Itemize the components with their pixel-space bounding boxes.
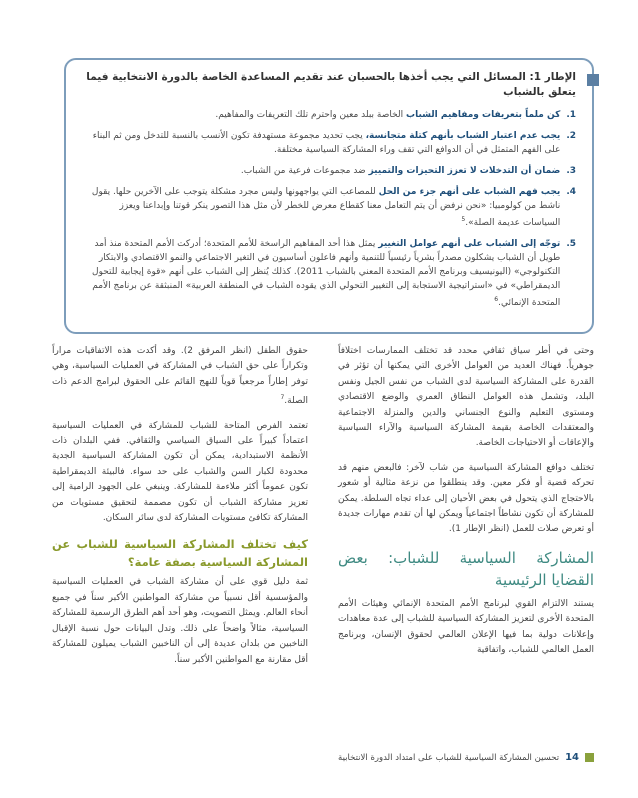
box-item-3 [82,164,576,178]
page-number: 14 [565,752,579,763]
item-bold: يجب فهم الشباب على أنهم جزء من الحل [378,187,561,197]
paragraph-text: حقوق الطفل (انظر المرفق 2). وقد أكدت هذه الاتفاقيات مراراً وتكراراً على حق الشباب في المشاركة في العمليات السياسية، وهي توفر إطاراً مرجعياً قوياً للنهج القائم على الحقوق لبرامج الدعم ذات الصلة. [52,346,308,407]
paragraph [52,344,308,410]
item-text: للمصاعب التي يواجهونها وليس مجرد مشكلة يتوجب على الآخرين حلها. يقول ناشط من كولومبيا: «نحن نرفض أن يتم التعامل معنا كقطاع معرض للخطر لأن مثل هذا التصور ينكر قوتنا وإبداعنا ويعزز السياسات عديمة الصلة». [91,187,561,228]
item-number: 4. [566,187,576,197]
paragraph: تعتمد الفرص المتاحة للشباب للمشاركة في العمليات السياسية اعتماداً كبيراً على السياق السياسي والثقافي. ففي البلدان ذات الأنظمة الاستبدادية، يمكن أن تكون المشاركة السياسية الجدية محدودة لكبار السن والشباب على حد سواء. فالبيئة الديمقراطية تكون عموماً أكثر ملاءمة للمشاركة. وينبغي على الجهود الرامية إلى تعزيز مشاركة الشباب أن تكون مصممة لتحقيق مستويات من المشاركة تكافئ مستويات المشاركة لدى سائر السكان. [52,420,308,524]
item-text: ضد مجموعات فرعية من الشباب. [240,166,369,176]
box-title [82,70,576,100]
footnote-ref: 5 [461,216,466,223]
paragraph: تختلف دوافع المشاركة السياسية من شاب لآخر: فالبعض منهم قد تحركه قضية أو فكر معين. وقد ينطلقوا من نزعة مثالية أو شعور بالاحتجاج الذي يتحول في بعض الأحيان إلى عداء تجاه السلطة. يمكن للمشاركة أن تكون نشاطاً اجتماعياً ويمكن لها أن تقدم مهارات جديدة أو تعرض صلات للعمل (انظر الإطار 1). [338,462,594,535]
section-heading: كيف تختلف المشاركة السياسية للشباب عن المشاركة السياسية بصفة عامة؟ [52,537,308,570]
footer-square-icon [585,753,594,762]
left-column [52,344,308,677]
paragraph: وحتى في أطر سياق ثقافي محدد قد تختلف الممارسات اختلافاً جوهرياً. فهناك العديد من العوامل الأخرى التي يمكنها أن تؤثر في القدرة على المشاركة السياسية لدى الشباب من نفس الجيل ونفس البلد، وتشمل هذه العوامل النطاق العمري والوضع الاقتصادي ومستوى التعليم والنوع الجنساني والدين والمنزلة الاجتماعية والمعتقدات الخاصة بقيمة المشاركة السياسية والآراء السياسية والإعاقات أو الاحتياجات الخاصة. [338,346,594,449]
item-text: يجب تحديد مجموعة مستهدفة تكون الأنسب بالنسبة للتدخل ومن ثم البناء على الفهم المتمثل في أن الدوافع التي تقف وراء المشاركة السياسية مختلفة. [92,131,561,155]
item-bold: توجّه إلى الشباب على أنهم عوامل التغيير [378,239,561,249]
item-number: 3. [566,166,576,176]
item-bold: كن ملماً بتعريفات ومفاهيم الشباب [406,110,561,120]
paragraph: يستند الالتزام القوي لبرنامج الأمم المتحدة الإنمائي وهيئات الأمم المتحدة الأخرى لتعزيز المشاركة السياسية للشباب إلى عدة معاهدات وإعلانات دولية بما فيها الإعلان العالمي لحقوق الإنسان، وبرنامج العمل العالمي للشباب، واتفاقية [338,598,594,656]
footnote-ref: 6 [494,296,499,303]
item-number: 2. [566,131,576,141]
item-bold: ضمان أن التدخلات لا تعزز التحيزات والتمييز [368,166,561,176]
right-column [338,344,594,668]
box-label: الإطار 1: [529,71,576,83]
paragraph: ثمة دليل قوي على أن مشاركة الشباب في العمليات السياسية والمؤسسية أقل نسبياً من مشاركة المواطنين الأكبر سناً في جميع أنحاء العالم. ويمثل التصويت، وهو أحد أهم الطرق الرسمية للمشاركة السياسية، مثالاً واضحاً على ذلك. وتدل البيانات حول نسبة الإقبال الناخبين من بلدان عديدة إلى أن الناخبين الشباب يميلون للمشاركة أقل مقارنة مع المواطنين الأكبر سناً. [52,577,308,665]
box-item-4 [82,185,576,230]
box-item-1 [82,108,576,122]
item-text: الخاصة ببلد معين واحترم تلك التعريفات والمفاهيم. [215,110,407,120]
box-title-text: المسائل التي يجب أخذها بالحسبان عند تقديم المساعدة الخاصة بالدورة الانتخابية فيما يتعلق بالشباب [86,71,576,98]
page-footer [338,752,594,763]
item-bold: يجب عدم اعتبار الشباب بأنهم كتلة متجانسة، [365,131,561,141]
box-corner-square [587,74,599,86]
item-text: يمثل هذا أحد المفاهيم الراسخة للأمم المتحدة؛ أدركت الأمم المتحدة منذ أمد طويل أن الشباب يشكلون مصدراً بشرياً رئيسياً للتنمية وأنهم فاعلون أساسيون في التغير الاجتماعي والنمو الاقتصادي والابتكار التكنولوجي» (اليونيسيف وبرنامج الأمم المتحدة المعني بالشباب 2011). كذلك يُنظر إلى الشباب على أنهم «قوة إيجابية للتحول الديمقراطي» في «استراتيجية الاستجابة إلى التغيير التحولي الذي يقوده الشباب في المنطقة العربية» المنبثقة عن برنامج الأمم المتحدة الإنمائي. [92,239,561,308]
framework-box [64,58,594,334]
item-number: 1. [566,110,576,120]
box-item-5 [82,237,576,310]
footnote-ref: 7 [280,394,285,402]
item-number: 5. [566,239,576,249]
footer-title: تحسين المشاركة السياسية للشباب على امتداد الدورة الانتخابية [338,752,560,763]
box-item-2 [82,129,576,157]
section-heading: المشاركة السياسية للشباب: بعض القضايا الرئيسية [338,548,594,589]
